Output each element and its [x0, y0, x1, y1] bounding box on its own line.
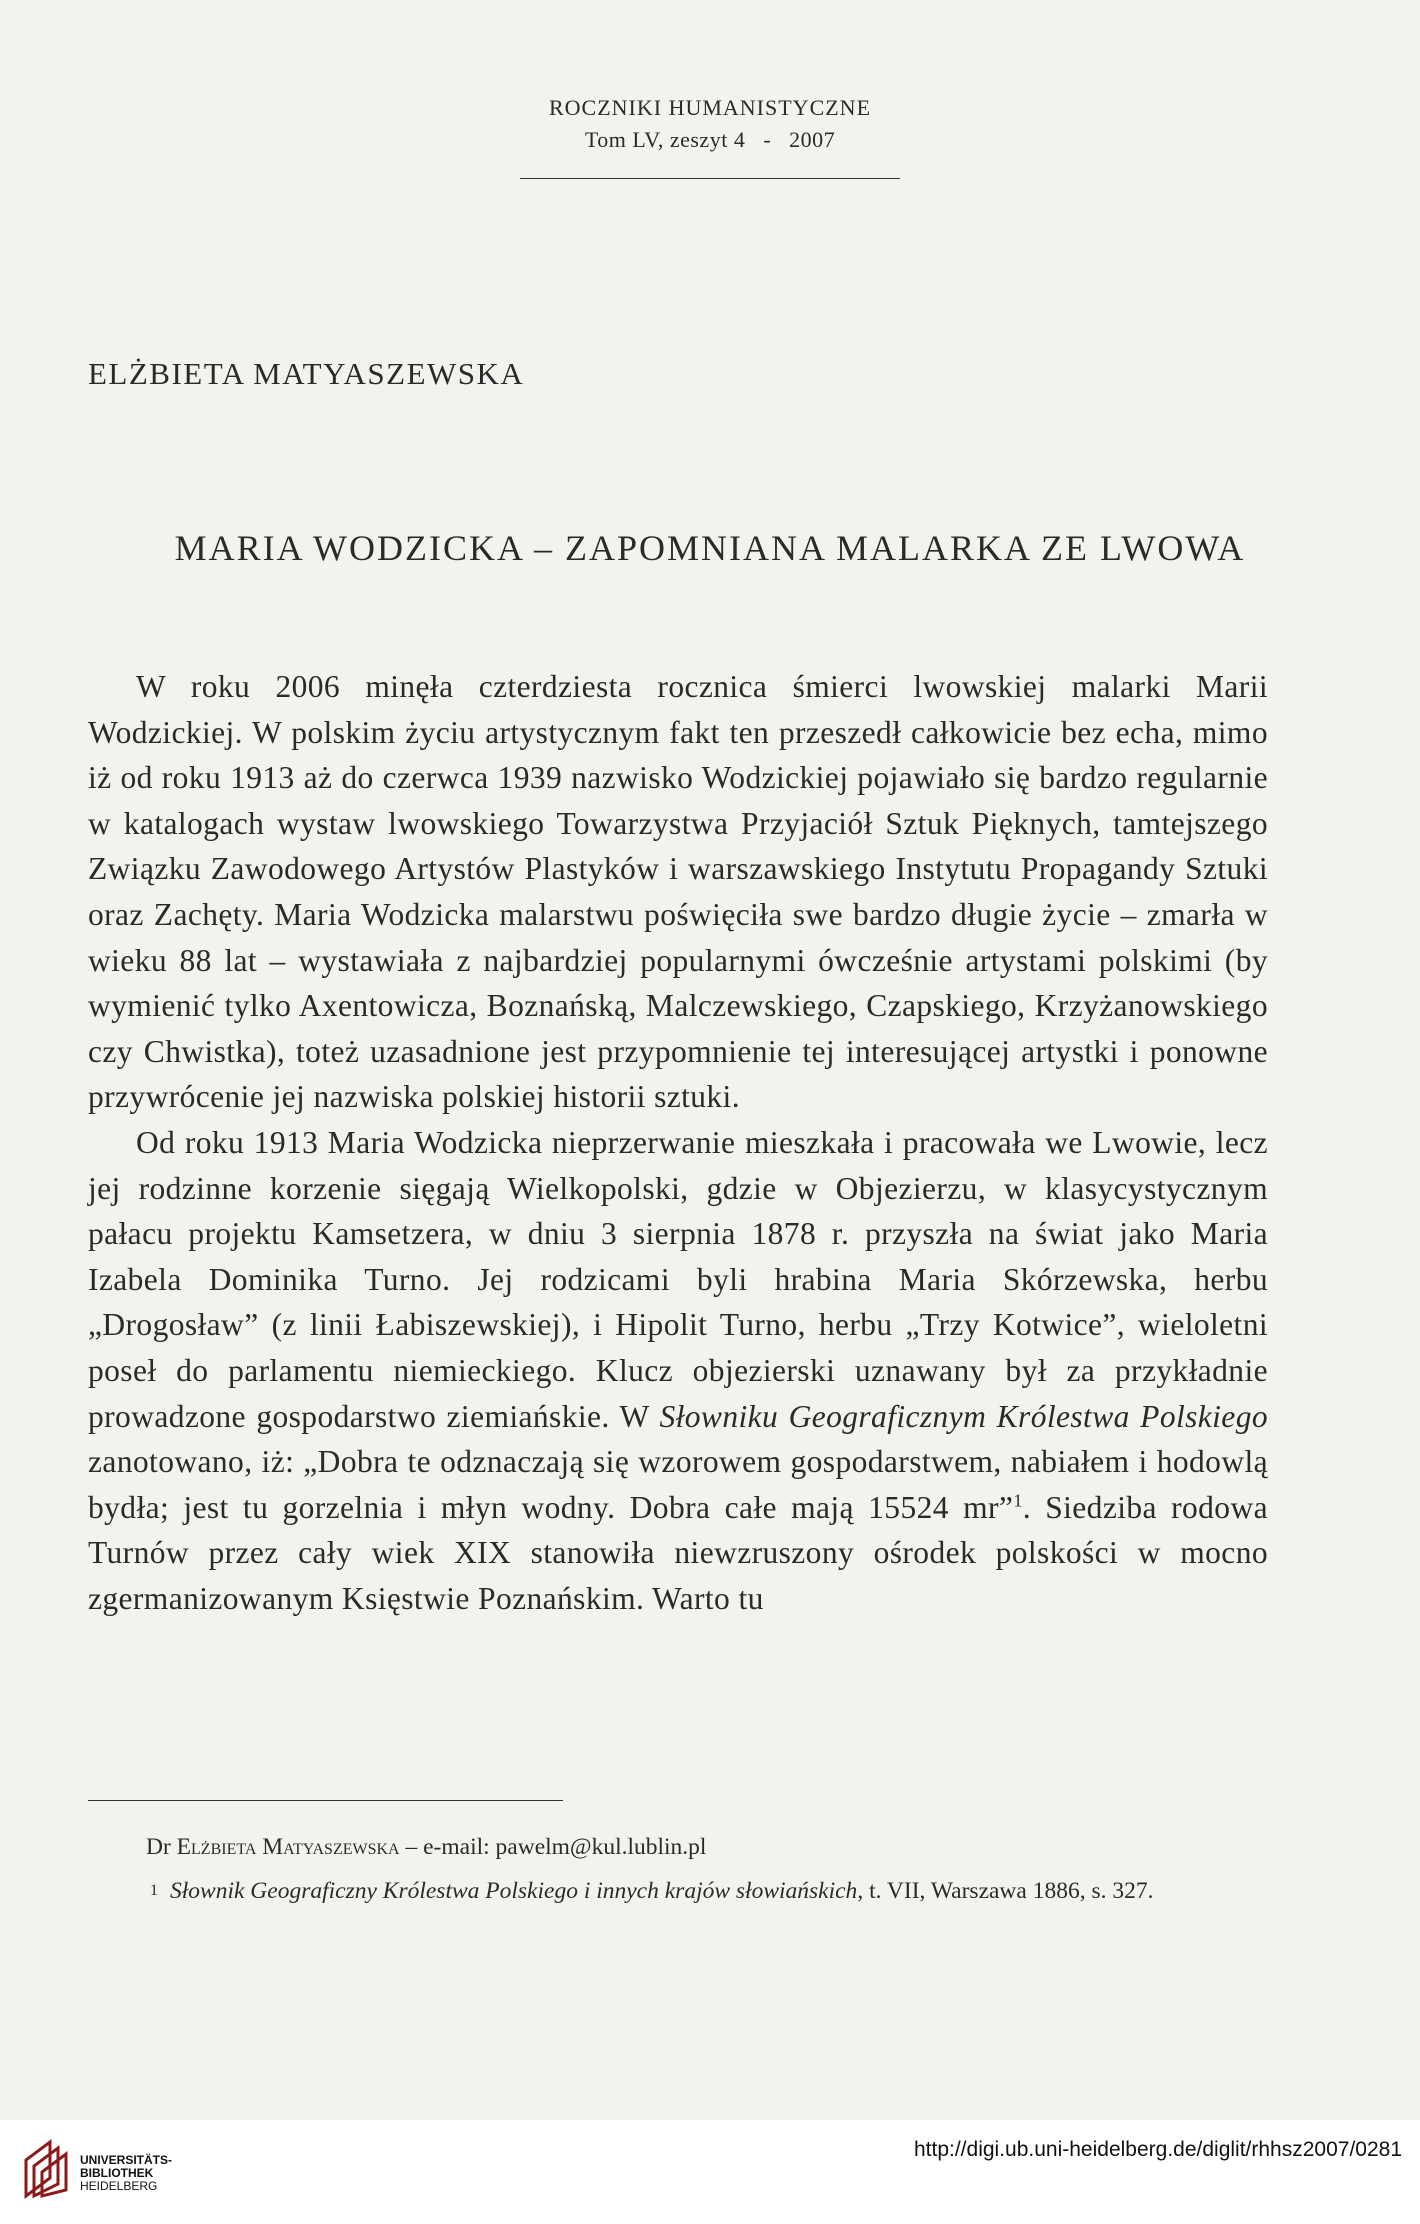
footnote-rule	[88, 1800, 563, 1801]
footnote-number: 1	[150, 1882, 158, 1899]
author-email: – e-mail: pawelm@kul.lublin.pl	[399, 1834, 707, 1860]
footer-bar	[0, 2120, 1420, 2224]
paragraph-text: . Siedziba rodowa Turnów przez cały wiek XIX stanowiła niewzruszony ośrodek polskości w mocno zgermanizowanym Księstwie Poznańskim. Warto tu	[88, 1489, 1268, 1616]
journal-header	[0, 92, 1420, 188]
library-line: UNIVERSITÄTS-	[80, 2153, 173, 2167]
italic-title: Słowniku Geograficznym Królestwa Polskiego	[659, 1398, 1268, 1434]
header-rule	[520, 178, 900, 179]
journal-name: ROCZNIKI HUMANISTYCZNE	[548, 95, 872, 120]
paragraph	[88, 1120, 1268, 1622]
footnote-text: , t. VII, Warszawa 1886, s. 327.	[857, 1878, 1154, 1904]
author-footnote	[88, 1830, 1268, 1864]
article-title: MARIA WODZICKA – ZAPOMNIANA MALARKA ZE LWOWA	[174, 528, 1246, 568]
library-logo-icon	[16, 2136, 72, 2202]
footnote-ref[interactable]: 1	[1013, 1490, 1023, 1511]
paragraph: W roku 2006 minęła czterdziesta rocznica śmierci lwowskiej malarki Marii Wodzickiej. W polskim życiu artystycznym fakt ten przeszedł całkowicie bez echa, mimo iż od roku 1913 aż do czerwca 1939 nazwisko Wodzickiej pojawiało się bardzo regularnie w katalogach wystaw lwowskiego Towarzystwa Przyjaciół Sztuk Pięknych, tamtejszego Związku Zawodowego Artystów Plastyków i warszawskiego Instytutu Propagandy Sztuki oraz Zachęty. Maria Wodzicka malarstwu poświęciła swe bardzo długie życie – zmarła w wieku 88 lat – wystawiała z najbardziej popularnymi ówcześnie artystami polskimi (by wymienić tylko Axentowicza, Boznańską, Malczewskiego, Czapskiego, Krzyżanowskiego czy Chwistka), toteż uzasadnione jest przypomnienie tej interesującej artystki i ponowne przywrócenie jej nazwiska polskiej historii sztuki.	[88, 669, 1268, 1115]
footnote-1	[88, 1874, 1268, 1908]
paragraph-text: zanotowano, iż: „Dobra te odznaczają się wzorowem gospodarstwem, nabiałem i hodowlą bydła; jest tu gorzelnia i młyn wodny. Dobra całe mają 15524 mr”	[88, 1444, 1268, 1525]
library-name	[80, 2154, 172, 2193]
article-author: ELŻBIETA MATYASZEWSKA	[88, 356, 525, 391]
author-name: Elżbieta Matyaszewska	[176, 1834, 400, 1860]
article-body	[88, 664, 1268, 1621]
source-url[interactable]: http://digi.ub.uni-heidelberg.de/diglit/rhhsz2007/0281	[913, 2138, 1402, 2161]
library-line: HEIDELBERG	[80, 2179, 158, 2193]
journal-volume: Tom LV, zeszyt 4 - 2007	[584, 127, 836, 152]
footnote-italic: Słownik Geograficzny Królestwa Polskiego i innych krajów słowiańskich	[170, 1878, 858, 1904]
author-title: Dr	[146, 1834, 177, 1860]
library-line: BIBLIOTHEK	[80, 2166, 154, 2180]
paragraph-text: Od roku 1913 Maria Wodzicka nieprzerwanie mieszkała i pracowała we Lwowie, lecz jej rodzinne korzenie sięgają Wielkopolski, gdzie w Objezierzu, w klasycystycznym pałacu projektu Kamsetzera, w dniu 3 sierpnia 1878 r. przyszła na świat jako Maria Izabela Dominika Turno. Jej rodzicami byli hrabina Maria Skórzewska, herbu „Drogosław” (z linii Łabiszewskiej), i Hipolit Turno, herbu „Trzy Kotwice”, wieloletni poseł do parlamentu niemieckiego. Klucz objezierski uznawany był za przykładnie prowadzone gospodarstwo ziemiańskie. W	[88, 1124, 1268, 1434]
